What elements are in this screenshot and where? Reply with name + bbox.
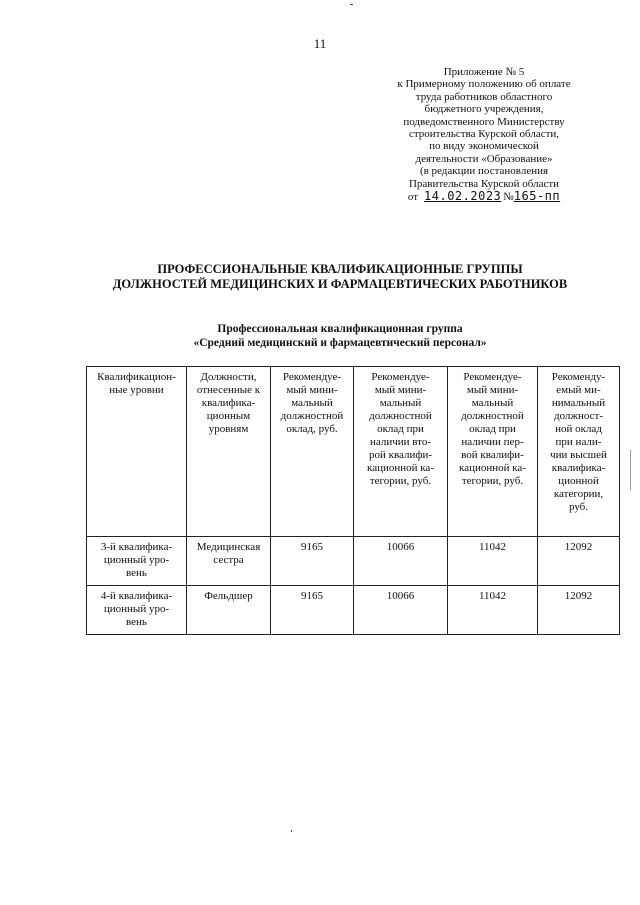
appendix-line: бюджетного учреждения,	[424, 103, 544, 116]
scan-speck	[291, 830, 292, 832]
group-title-line: «Средний медицинский и фармацевтический персонал»	[193, 337, 487, 349]
appendix-line: по виду экономической	[429, 140, 539, 153]
header-cell-position: Должности, отнесенные к квалифика- ционным уровням	[187, 367, 271, 537]
resolution-date: 14.02.2023	[424, 189, 502, 204]
cell-position: Фельдшер	[187, 586, 271, 635]
table-row	[87, 537, 620, 586]
cell-highest-category: 12092	[538, 537, 620, 586]
cell-base-salary: 9165	[271, 586, 354, 635]
cell-first-category: 11042	[448, 586, 538, 635]
appendix-line: к Примерному положению об оплате	[397, 78, 571, 91]
date-label: от	[407, 191, 419, 204]
header-cell-base-salary: Рекомендуе- мый мини- мальный должностной оклад, руб.	[271, 367, 354, 537]
appendix-line: (в редакции постановления	[419, 165, 549, 178]
header-cell-first-category: Рекомендуе- мый мини- мальный должностной оклад при наличии пер- вой квалифи- кационной ка- тегории, руб.	[448, 367, 538, 537]
number-sign: №	[503, 191, 514, 204]
page-number: 11	[313, 36, 327, 51]
cell-first-category: 11042	[448, 537, 538, 586]
appendix-line: Приложение № 5	[443, 66, 525, 78]
document-title-line: ПРОФЕССИОНАЛЬНЫЕ КВАЛИФИКАЦИОННЫЕ ГРУППЫ	[157, 262, 523, 276]
table-header-row	[87, 367, 620, 537]
header-cell-highest-category: Рекоменду- емый ми- нимальный должност- ной оклад при нали- чии высшей квалифика- ционной категории, руб.	[538, 367, 620, 537]
appendix-line: Правительства Курской области	[408, 177, 560, 190]
resolution-number: 165-пп	[513, 189, 561, 204]
header-cell-level: Квалификацион- ные уровни	[87, 367, 187, 537]
resolution-date-line	[370, 190, 598, 203]
document-title-line: ДОЛЖНОСТЕЙ МЕДИЦИНСКИХ И ФАРМАЦЕВТИЧЕСКИХ РАБОТНИКОВ	[112, 277, 568, 291]
appendix-block	[370, 66, 598, 203]
cell-position: Медицинская сестра	[187, 537, 271, 586]
scan-speck	[630, 450, 631, 490]
cell-second-category: 10066	[354, 586, 448, 635]
appendix-line: подведомственного Министерству	[403, 115, 565, 128]
table-row	[87, 586, 620, 635]
cell-level: 3-й квалифика- ционный уро- вень	[87, 537, 187, 586]
appendix-line: строительства Курской области,	[408, 128, 560, 141]
cell-base-salary: 9165	[271, 537, 354, 586]
header-cell-second-category: Рекомендуе- мый мини- мальный должностной оклад при наличии вто- рой квалифи- кационной ка- тегории, руб.	[354, 367, 448, 537]
appendix-line: труда работников областного	[415, 90, 553, 103]
salary-table	[86, 366, 620, 635]
cell-highest-category: 12092	[538, 586, 620, 635]
appendix-line: деятельности «Образование»	[415, 152, 553, 165]
document-title	[40, 262, 640, 292]
cell-second-category: 10066	[354, 537, 448, 586]
group-title-line: Профессиональная квалификационная группа	[217, 323, 463, 335]
scan-speck	[350, 4, 353, 5]
group-title	[40, 322, 640, 350]
cell-level: 4-й квалифика- ционный уро- вень	[87, 586, 187, 635]
